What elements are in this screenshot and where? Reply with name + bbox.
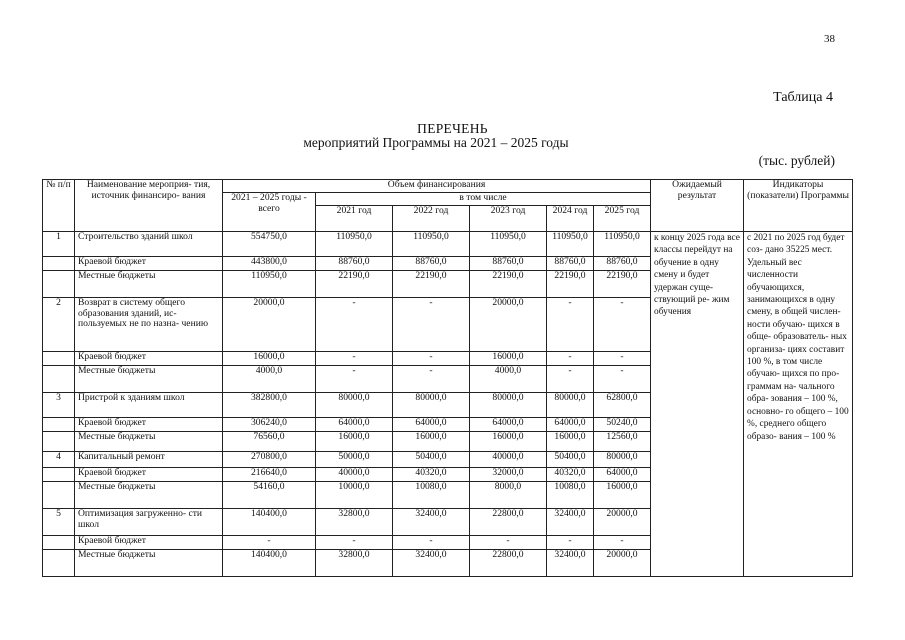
- row-year-value: 80000,0: [393, 393, 470, 418]
- row-year-value: 20000,0: [470, 298, 547, 352]
- row-year-value: 64000,0: [316, 418, 393, 432]
- row-year-value: 88760,0: [393, 257, 470, 271]
- funding-table: [42, 179, 853, 577]
- row-year-value: 20000,0: [594, 509, 651, 536]
- row-number: [43, 482, 75, 509]
- header-year: 2021 год: [316, 206, 393, 232]
- row-year-value: 16000,0: [547, 432, 594, 452]
- row-total: 140400,0: [223, 550, 316, 577]
- row-year-value: 64000,0: [393, 418, 470, 432]
- header-incl: в том числе: [316, 193, 651, 206]
- row-year-value: 62800,0: [594, 393, 651, 418]
- row-year-value: 110950,0: [393, 232, 470, 257]
- expected-result-text: к концу 2025 года все классы перейдут на обучение в одну смену и будет удержан суще- ствующий ре- жим обучения: [651, 232, 744, 366]
- row-year-value: 40320,0: [547, 468, 594, 482]
- row-year-value: 50400,0: [547, 452, 594, 468]
- row-total: 216640,0: [223, 468, 316, 482]
- row-year-value: 20000,0: [594, 550, 651, 577]
- row-name: Капитальный ремонт: [75, 452, 223, 468]
- row-year-value: 50400,0: [393, 452, 470, 468]
- row-year-value: 32000,0: [470, 468, 547, 482]
- row-year-value: 64000,0: [547, 418, 594, 432]
- row-year-value: 22800,0: [470, 509, 547, 536]
- row-year-value: 10000,0: [316, 482, 393, 509]
- row-total: 54160,0: [223, 482, 316, 509]
- row-year-value: 22190,0: [316, 271, 393, 298]
- row-number: [43, 550, 75, 577]
- row-year-value: -: [594, 536, 651, 550]
- row-year-value: 80000,0: [594, 452, 651, 468]
- row-name: Местные бюджеты: [75, 271, 223, 298]
- row-year-value: -: [547, 298, 594, 352]
- header-total: 2021 – 2025 годы - всего: [223, 193, 316, 232]
- row-year-value: -: [316, 298, 393, 352]
- row-year-value: -: [393, 352, 470, 366]
- row-year-value: -: [316, 366, 393, 393]
- row-year-value: -: [547, 352, 594, 366]
- title-subheading: мероприятий Программы на 2021 – 2025 годы: [303, 135, 569, 150]
- row-number: 5: [43, 509, 75, 536]
- header-result: Ожидаемый результат: [651, 180, 744, 232]
- row-year-value: 16000,0: [316, 432, 393, 452]
- row-number: 3: [43, 393, 75, 418]
- row-name: Краевой бюджет: [75, 418, 223, 432]
- row-year-value: 110950,0: [547, 232, 594, 257]
- table-row: [43, 366, 853, 393]
- row-year-value: 110950,0: [594, 232, 651, 257]
- row-year-value: 64000,0: [594, 468, 651, 482]
- row-year-value: -: [316, 536, 393, 550]
- row-year-value: 22800,0: [470, 550, 547, 577]
- row-year-value: -: [594, 298, 651, 352]
- row-year-value: 22190,0: [594, 271, 651, 298]
- row-year-value: 88760,0: [594, 257, 651, 271]
- header-year: 2024 год: [547, 206, 594, 232]
- row-year-value: 32400,0: [547, 509, 594, 536]
- row-total: 270800,0: [223, 452, 316, 468]
- row-total: 110950,0: [223, 271, 316, 298]
- header-name: Наименование мероприя- тия, источник финансиро- вания: [75, 180, 223, 232]
- row-year-value: 40320,0: [393, 468, 470, 482]
- row-total: 443800,0: [223, 257, 316, 271]
- row-number: [43, 366, 75, 393]
- header-num: № п/п: [43, 180, 75, 232]
- row-number: 4: [43, 452, 75, 468]
- row-total: -: [223, 536, 316, 550]
- row-year-value: -: [594, 352, 651, 366]
- row-year-value: 16000,0: [470, 432, 547, 452]
- header-year: 2022 год: [393, 206, 470, 232]
- row-name: Местные бюджеты: [75, 482, 223, 509]
- row-total: 4000,0: [223, 366, 316, 393]
- row-total: 554750,0: [223, 232, 316, 257]
- row-year-value: 88760,0: [316, 257, 393, 271]
- row-year-value: 50240,0: [594, 418, 651, 432]
- row-year-value: -: [393, 536, 470, 550]
- row-year-value: 22190,0: [470, 271, 547, 298]
- row-year-value: -: [594, 366, 651, 393]
- row-name: Местные бюджеты: [75, 366, 223, 393]
- row-name: Местные бюджеты: [75, 432, 223, 452]
- row-year-value: 22190,0: [547, 271, 594, 298]
- row-year-value: -: [393, 298, 470, 352]
- header-year: 2023 год: [470, 206, 547, 232]
- row-number: 1: [43, 232, 75, 257]
- row-year-value: 40000,0: [470, 452, 547, 468]
- row-year-value: 16000,0: [393, 432, 470, 452]
- header-year: 2025 год: [594, 206, 651, 232]
- row-total: 306240,0: [223, 418, 316, 432]
- row-name: Возврат в систему общего образования зданий, ис- пользуемых не по назна- чению: [75, 298, 223, 352]
- row-year-value: 40000,0: [316, 468, 393, 482]
- row-year-value: -: [393, 366, 470, 393]
- row-year-value: -: [470, 536, 547, 550]
- row-year-value: 88760,0: [470, 257, 547, 271]
- title-heading: ПЕРЕЧЕНЬ: [417, 121, 488, 136]
- row-year-value: 16000,0: [594, 482, 651, 509]
- row-year-value: -: [316, 352, 393, 366]
- row-year-value: 110950,0: [470, 232, 547, 257]
- row-number: [43, 271, 75, 298]
- result-empty-cell: [651, 366, 744, 577]
- table-row: [43, 232, 853, 257]
- row-year-value: 16000,0: [470, 352, 547, 366]
- row-year-value: 32400,0: [393, 550, 470, 577]
- row-number: [43, 257, 75, 271]
- row-year-value: 64000,0: [470, 418, 547, 432]
- row-year-value: 50000,0: [316, 452, 393, 468]
- row-year-value: 80000,0: [547, 393, 594, 418]
- row-year-value: 32400,0: [393, 509, 470, 536]
- row-number: [43, 536, 75, 550]
- row-name: Пристрой к зданиям школ: [75, 393, 223, 418]
- row-name: Краевой бюджет: [75, 468, 223, 482]
- row-total: 382800,0: [223, 393, 316, 418]
- row-year-value: 4000,0: [470, 366, 547, 393]
- row-total: 140400,0: [223, 509, 316, 536]
- row-year-value: -: [547, 366, 594, 393]
- row-year-value: 32800,0: [316, 509, 393, 536]
- row-name: Краевой бюджет: [75, 352, 223, 366]
- row-year-value: 88760,0: [547, 257, 594, 271]
- row-total: 20000,0: [223, 298, 316, 352]
- row-year-value: -: [547, 536, 594, 550]
- row-year-value: 22190,0: [393, 271, 470, 298]
- header-indicators: Индикаторы (показатели) Программы: [744, 180, 853, 232]
- units-label: (тыс. рублей): [758, 153, 835, 168]
- row-total: 76560,0: [223, 432, 316, 452]
- row-name: Оптимизация загруженно- сти школ: [75, 509, 223, 536]
- row-year-value: 8000,0: [470, 482, 547, 509]
- row-number: 2: [43, 298, 75, 352]
- row-year-value: 32400,0: [547, 550, 594, 577]
- row-name: Краевой бюджет: [75, 536, 223, 550]
- indicator-text: с 2021 по 2025 год будет соз- дано 35225 мест. Удельный вес численности обучающихся, занимающихся в одну смену, в общей числен- ности обучаю- щихся в обще- образователь- ных организа- циях составит 100 %, в том числе обучаю- щихся по про- граммам на- чального обра- зования – 100 %, основно- го общего – 100 %, среднего общего образо- вания – 100 %: [744, 232, 853, 577]
- row-number: [43, 468, 75, 482]
- row-number: [43, 418, 75, 432]
- row-year-value: 32800,0: [316, 550, 393, 577]
- row-year-value: 80000,0: [470, 393, 547, 418]
- table-label: Таблица 4: [773, 90, 833, 105]
- row-total: 16000,0: [223, 352, 316, 366]
- row-year-value: 10080,0: [547, 482, 594, 509]
- row-name: Строительство зданий школ: [75, 232, 223, 257]
- row-year-value: 110950,0: [316, 232, 393, 257]
- row-name: Краевой бюджет: [75, 257, 223, 271]
- page-number: 38: [824, 33, 835, 45]
- header-funding: Объем финансирования: [223, 180, 651, 193]
- row-year-value: 10080,0: [393, 482, 470, 509]
- row-number: [43, 352, 75, 366]
- row-number: [43, 432, 75, 452]
- row-name: Местные бюджеты: [75, 550, 223, 577]
- row-year-value: 80000,0: [316, 393, 393, 418]
- row-year-value: 12560,0: [594, 432, 651, 452]
